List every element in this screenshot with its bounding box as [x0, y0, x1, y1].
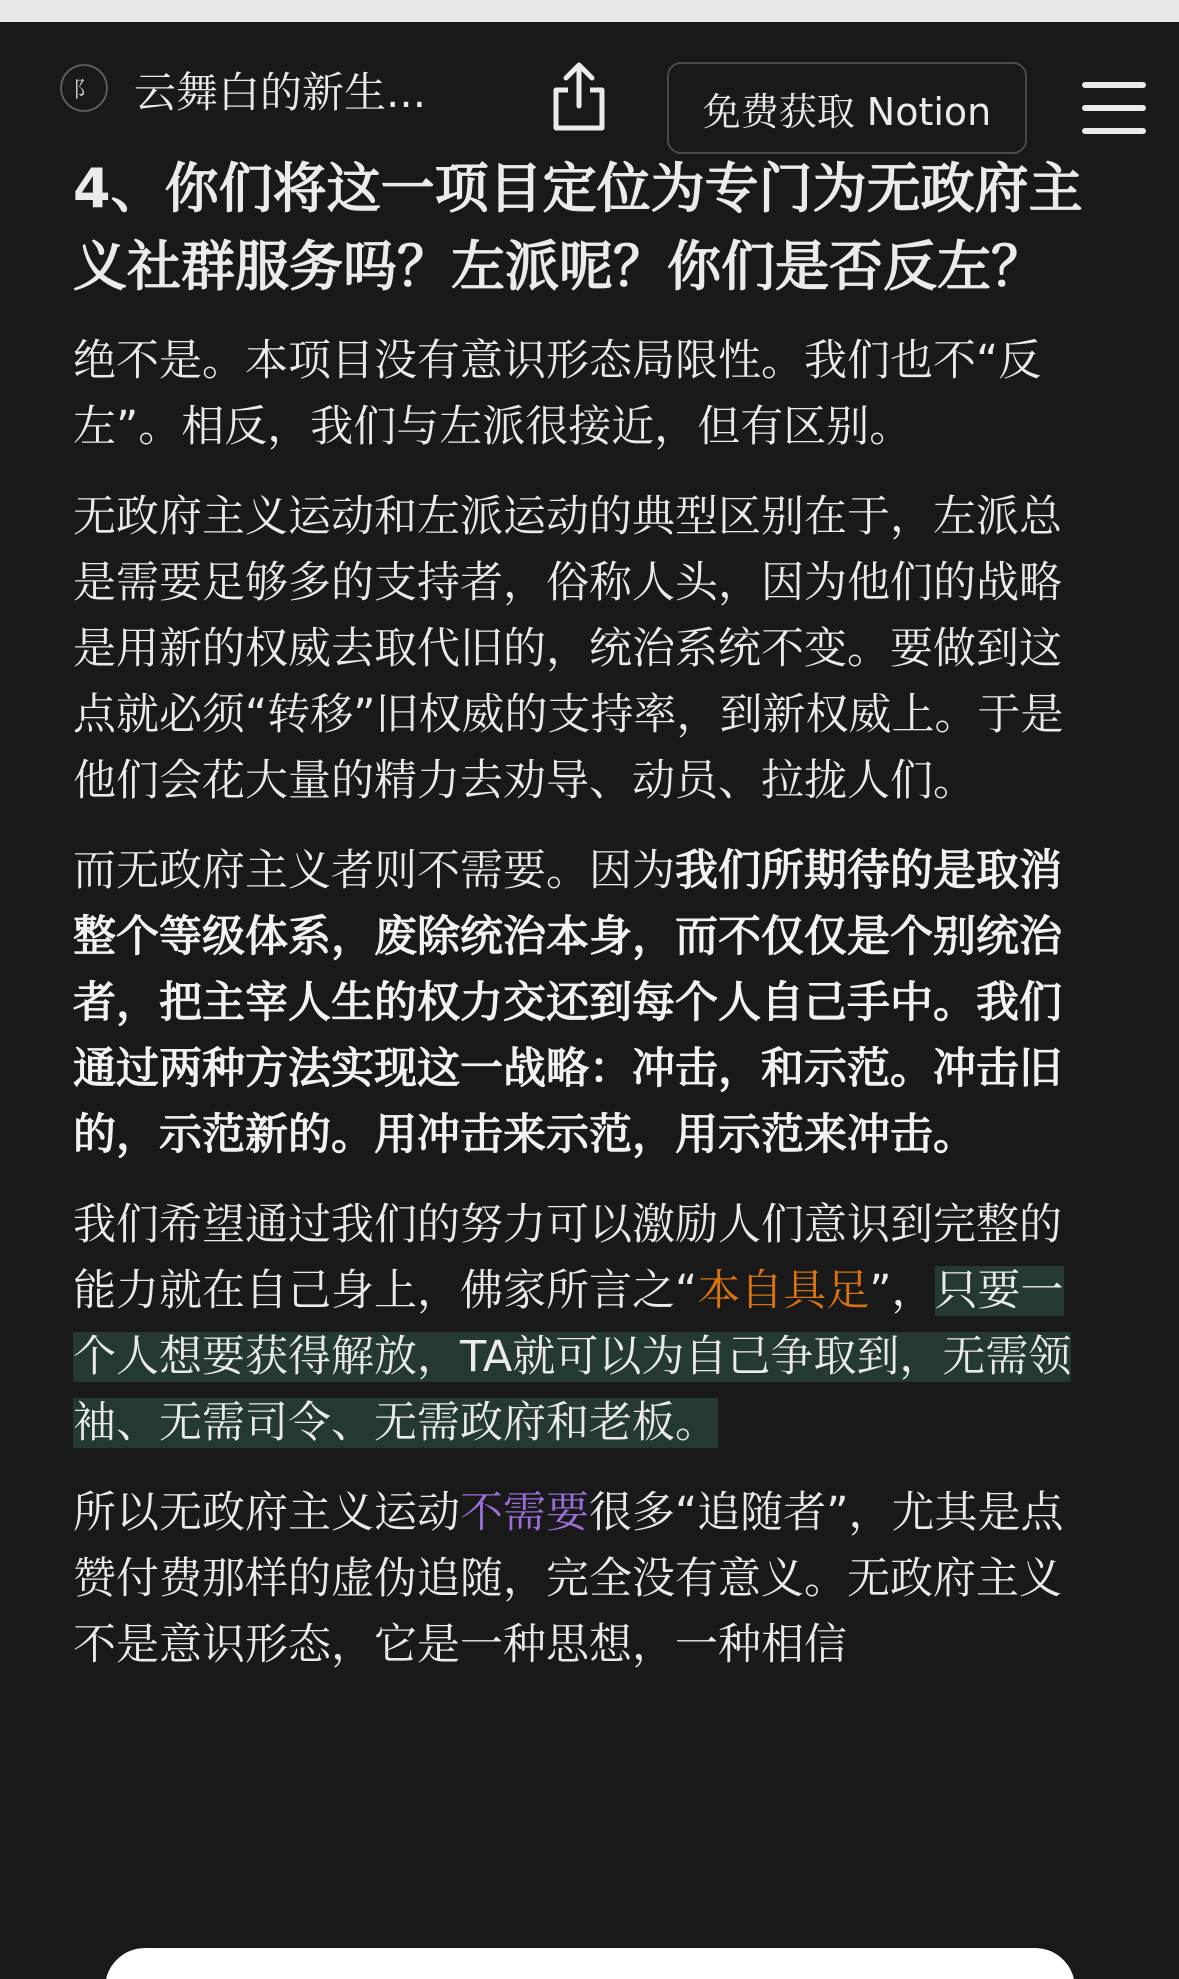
workspace-avatar-icon[interactable]: 阝 [60, 64, 108, 112]
green-highlight-text: 只要一个人想要获得解放，TA就可以为自己争取到，无需领袖、无需司令、无需政府和老板。 [73, 1266, 1072, 1448]
paragraph-4-text-2: ”， [869, 1266, 935, 1316]
paragraph-3-bold-text: 我们所期待的是取消整个等级体系，废除统治本身，而不仅仅是个别统治者，把主宰人生的权力交还到每个人自己手中。我们通过两种方法实现这一战略：冲击，和示范。冲击旧的，示范新的。用冲击来示范，用示范来冲击。 [73, 846, 1062, 1160]
paragraph-5 [73, 1480, 1083, 1678]
paragraph-2: 无政府主义运动和左派运动的典型区别在于，左派总是需要足够多的支持者，俗称人头，因为他们的战略是用新的权威去取代旧的，统治系统不变。要做到这点就必须“转移”旧权威的支持率，到新权威上。于是他们会花大量的精力去劝导、动员、拉拢人们。 [73, 492, 1064, 806]
paragraph-4 [73, 1192, 1083, 1456]
orange-text: 本自具足 [697, 1266, 870, 1316]
share-icon[interactable] [548, 60, 610, 132]
paragraph-1: 绝不是。本项目没有意识形态局限性。我们也不“反左”。相反，我们与左派很接近，但有区别。 [73, 336, 1042, 452]
get-notion-button[interactable]: 免费获取 Notion [667, 62, 1027, 154]
paragraph-5-text-2: 很多“追随者”，尤其是点赞付费那样的虚伪追随，完全没有意义。无政府主义不是意识形态，它是一种思想，一种相信 [73, 1488, 1064, 1670]
hamburger-menu-icon[interactable] [1082, 82, 1146, 134]
status-strip [0, 0, 1179, 22]
paragraph-3-text: 而无政府主义者则不需要。因为 [73, 846, 675, 896]
workspace-title[interactable]: 云舞白的新生... [134, 68, 427, 117]
bottom-browser-bar[interactable] [105, 1948, 1075, 1979]
paragraph-5-text: 所以无政府主义运动 [73, 1488, 460, 1538]
paragraph-4-text: 我们希望通过我们的努力可以激励人们意识到完整的能力就在自己身上，佛家所言之“ [73, 1200, 1062, 1316]
purple-text: 不需要 [460, 1488, 589, 1538]
paragraph-3 [73, 838, 1083, 1168]
page-content [73, 150, 1083, 1702]
section-heading: 4、你们将这一项目定位为专门为无政府主义社群服务吗？左派呢？你们是否反左？ [73, 157, 1083, 298]
top-bar [0, 22, 1179, 150]
